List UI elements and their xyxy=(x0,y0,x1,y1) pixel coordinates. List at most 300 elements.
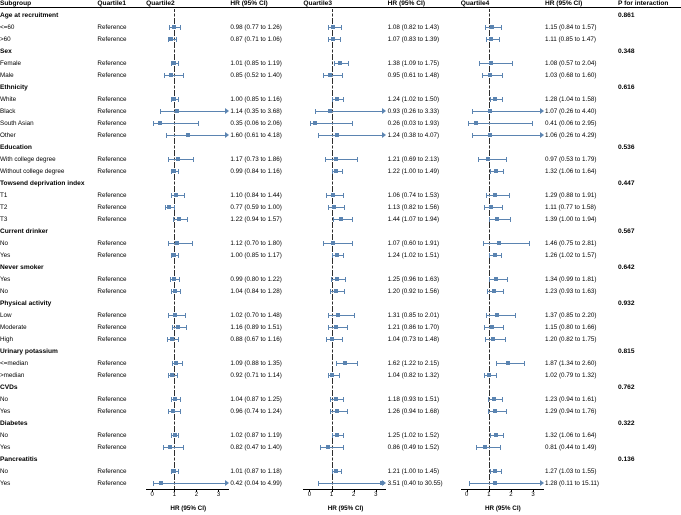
point-estimate-marker xyxy=(488,133,492,137)
quartile4-hr-text: 1.06 (0.26 to 4.29) xyxy=(544,131,597,139)
quartile2-plot-area xyxy=(146,33,229,45)
quartile3-plot-area xyxy=(303,129,386,141)
empty-cell xyxy=(230,141,303,153)
quartile2-plot-cell xyxy=(146,117,230,129)
subgroup-level-label: Moderate xyxy=(0,323,27,331)
empty-cell xyxy=(545,45,618,57)
point-estimate-marker xyxy=(174,361,178,365)
point-estimate-marker xyxy=(170,337,174,341)
quartile3-plot-cell xyxy=(303,21,387,33)
subgroup-level-label: With college degree xyxy=(0,155,56,163)
plot-area-empty xyxy=(303,381,386,393)
ci-cap-lower xyxy=(330,409,331,414)
plot-cell-empty xyxy=(461,225,545,237)
p-interaction-empty xyxy=(618,309,681,321)
ci-cap-lower xyxy=(328,313,329,318)
ci-cap-upper xyxy=(348,61,349,66)
quartile2-plot-cell xyxy=(146,369,230,381)
point-estimate-marker xyxy=(339,217,343,221)
ci-cap-lower xyxy=(165,205,166,210)
table-row xyxy=(0,357,681,369)
ci-cap-lower xyxy=(496,361,497,366)
point-estimate-marker xyxy=(490,325,494,329)
quartile3-hr-text: 1.13 (0.82 to 1.56) xyxy=(387,203,440,211)
ci-cap-lower xyxy=(485,337,486,342)
quartile2-plot-area xyxy=(146,333,229,345)
subgroup-level-label: No xyxy=(0,431,9,439)
reference-line xyxy=(489,177,490,189)
quartile2-axis-title: HR (95% CI) xyxy=(170,505,207,512)
ci-cap-upper xyxy=(186,325,187,330)
subgroup-name: Physical activity xyxy=(0,299,52,307)
ci-cap-upper xyxy=(503,289,504,294)
table-row xyxy=(0,333,681,345)
quartile3-plot-cell xyxy=(303,285,387,297)
empty-cell xyxy=(545,177,618,189)
quartile4-plot-area xyxy=(461,33,544,45)
reference-line xyxy=(489,45,490,57)
quartile4-hr-text: 1.11 (0.77 to 1.58) xyxy=(544,203,596,211)
quartile3-hr-text: 3.51 (0.40 to 30.55) xyxy=(387,479,443,487)
reference-line xyxy=(332,357,333,369)
quartile4-plot-cell xyxy=(461,105,545,117)
p-interaction-empty xyxy=(618,105,681,117)
plot-cell-empty xyxy=(461,345,545,357)
quartile4-plot-area xyxy=(461,105,544,117)
empty-cell xyxy=(545,9,618,21)
quartile2-hr-text: 1.02 (0.87 to 1.19) xyxy=(230,431,282,439)
table-header-row xyxy=(0,0,681,8)
ci-cap-lower xyxy=(487,289,488,294)
quartile3-plot-cell xyxy=(303,33,387,45)
quartile3-plot-cell xyxy=(303,369,387,381)
ci-cap-lower xyxy=(326,193,327,198)
empty-cell xyxy=(97,345,146,357)
quartile1-reference: Reference xyxy=(97,323,127,331)
header-subgroup: Subgroup xyxy=(0,0,32,7)
point-estimate-marker xyxy=(330,373,334,377)
quartile2-plot-cell xyxy=(146,165,230,177)
axis-tick-label: 0 xyxy=(465,492,469,498)
plot-area-empty xyxy=(146,9,229,21)
ci-cap-upper xyxy=(347,325,348,330)
quartile2-plot-area xyxy=(146,405,229,417)
subgroup-level-label: Black xyxy=(0,107,16,115)
ci-cap-upper xyxy=(183,445,184,450)
plot-area-empty xyxy=(461,261,544,273)
axis-tick-label: 2 xyxy=(351,492,356,498)
quartile3-plot-area xyxy=(303,477,386,489)
empty-cell xyxy=(545,225,618,237)
quartile3-plot-area xyxy=(303,333,386,345)
quartile4-hr-text: 0.97 (0.53 to 1.79) xyxy=(544,155,597,163)
ci-cap-lower xyxy=(488,409,489,414)
quartile2-hr-text: 0.35 (0.06 to 2.06) xyxy=(230,119,282,127)
point-estimate-marker xyxy=(334,397,338,401)
point-estimate-marker xyxy=(173,313,177,317)
quartile3-hr-text: 0.93 (0.26 to 3.33) xyxy=(387,107,440,115)
ci-cap-lower xyxy=(476,445,477,450)
p-interaction-empty xyxy=(618,69,681,81)
plot-cell-empty xyxy=(303,381,387,393)
p-interaction-value: 0.932 xyxy=(618,299,635,307)
confidence-interval-line xyxy=(323,243,352,244)
plot-cell-empty xyxy=(303,9,387,21)
ci-cap-upper xyxy=(343,193,344,198)
reference-line xyxy=(174,453,175,465)
quartile4-plot-cell xyxy=(461,117,545,129)
quartile3-plot-area xyxy=(303,153,386,165)
point-estimate-marker xyxy=(494,169,498,173)
reference-line xyxy=(174,345,175,357)
quartile2-plot-cell xyxy=(146,357,230,369)
quartile3-plot-cell xyxy=(303,441,387,453)
quartile1-reference: Reference xyxy=(97,131,127,139)
subgroup-level-label: >median xyxy=(0,371,25,379)
quartile4-hr-text: 1.39 (1.00 to 1.94) xyxy=(544,215,597,223)
empty-cell xyxy=(230,81,303,93)
quartile4-hr-text: 1.37 (0.85 to 2.20) xyxy=(544,311,597,319)
ci-arrow-upper xyxy=(540,132,544,138)
quartile4-hr-text: 1.03 (0.68 to 1.60) xyxy=(544,71,597,79)
quartile2-hr-text: 0.82 (0.47 to 1.40) xyxy=(230,443,282,451)
ci-cap-lower xyxy=(171,289,172,294)
quartile3-plot-area xyxy=(303,93,386,105)
subgroup-level-label: High xyxy=(0,335,13,343)
point-estimate-marker xyxy=(168,445,172,449)
confidence-interval-line xyxy=(496,363,524,364)
point-estimate-marker xyxy=(335,409,339,413)
quartile3-hr-text: 1.21 (1.00 to 1.45) xyxy=(387,467,440,475)
p-interaction-empty xyxy=(618,393,681,405)
subgroup-level-label: Yes xyxy=(0,251,11,259)
quartile4-plot-cell xyxy=(461,249,545,261)
ci-cap-upper xyxy=(344,289,345,294)
subgroup-name: Education xyxy=(0,143,32,151)
p-interaction-value: 0.567 xyxy=(618,227,635,235)
quartile2-plot-area xyxy=(146,129,229,141)
header-quartile4: Quartile4 xyxy=(460,0,490,7)
table-row xyxy=(0,57,681,69)
empty-cell xyxy=(97,381,146,393)
table-row xyxy=(0,105,681,117)
ci-cap-upper xyxy=(342,169,343,174)
table-row xyxy=(0,213,681,225)
quartile4-plot-cell xyxy=(461,441,545,453)
quartile4-hr-text: 1.32 (1.06 to 1.64) xyxy=(544,167,597,175)
quartile1-reference: Reference xyxy=(97,479,127,487)
p-interaction-empty xyxy=(618,21,681,33)
quartile2-hr-text: 0.99 (0.84 to 1.16) xyxy=(230,167,282,175)
point-estimate-marker xyxy=(172,97,176,101)
empty-cell xyxy=(388,261,461,273)
ci-cap-upper xyxy=(343,445,344,450)
empty-cell xyxy=(97,45,146,57)
plot-cell-empty xyxy=(461,261,545,273)
empty-cell xyxy=(388,453,461,465)
quartile3-plot-area xyxy=(303,165,386,177)
ci-cap-lower xyxy=(168,373,169,378)
quartile1-reference: Reference xyxy=(97,35,127,43)
confidence-interval-line xyxy=(168,159,193,160)
plot-cell-empty xyxy=(461,177,545,189)
quartile4-hr-text: 1.32 (1.06 to 1.64) xyxy=(544,431,597,439)
quartile3-plot-cell xyxy=(303,477,387,489)
quartile3-plot-cell xyxy=(303,105,387,117)
confidence-interval-line xyxy=(472,111,539,112)
subgroup-level-label: Yes xyxy=(0,443,11,451)
subgroup-header-row xyxy=(0,261,681,273)
quartile3-plot-cell xyxy=(303,69,387,81)
quartile4-hr-text: 1.27 (1.03 to 1.55) xyxy=(544,467,597,475)
p-interaction-empty xyxy=(618,57,681,69)
quartile4-plot-cell xyxy=(461,321,545,333)
empty-cell xyxy=(97,297,146,309)
quartile3-hr-text: 1.24 (0.38 to 4.07) xyxy=(387,131,440,139)
reference-line xyxy=(174,225,175,237)
plot-cell-empty xyxy=(303,345,387,357)
quartile3-plot-cell xyxy=(303,189,387,201)
ci-cap-upper xyxy=(502,97,503,102)
quartile2-hr-text: 0.87 (0.71 to 1.06) xyxy=(230,35,282,43)
point-estimate-marker xyxy=(343,361,347,365)
subgroup-level-label: Low xyxy=(0,311,12,319)
axis-line xyxy=(303,489,386,490)
ci-cap-lower xyxy=(323,73,324,78)
point-estimate-marker xyxy=(488,73,492,77)
quartile2-plot-cell xyxy=(146,273,230,285)
reference-line xyxy=(332,57,333,69)
quartile2-plot-cell xyxy=(146,309,230,321)
quartile1-reference: Reference xyxy=(97,395,127,403)
axis-line xyxy=(146,489,229,490)
ci-cap-lower xyxy=(490,169,491,174)
quartile3-plot-area xyxy=(303,117,386,129)
quartile4-plot-area xyxy=(461,93,544,105)
ci-cap-lower xyxy=(153,121,154,126)
axis-tick-label: 1 xyxy=(172,492,176,498)
quartile2-hr-text: 1.02 (0.70 to 1.48) xyxy=(230,311,282,319)
subgroup-name: Diabetes xyxy=(0,419,28,427)
plot-area-empty xyxy=(303,453,386,465)
plot-cell-empty xyxy=(146,81,230,93)
table-row xyxy=(0,33,681,45)
ci-cap-lower xyxy=(483,241,484,246)
point-estimate-marker xyxy=(176,157,180,161)
subgroup-name: Age at recruitment xyxy=(0,11,59,19)
quartile2-plot-area xyxy=(146,153,229,165)
subgroup-header-row xyxy=(0,141,681,153)
quartile2-plot-cell xyxy=(146,429,230,441)
subgroup-header-row xyxy=(0,453,681,465)
subgroup-name: Pancreatitis xyxy=(0,455,38,463)
ci-cap-lower xyxy=(468,121,469,126)
quartile4-hr-text: 1.11 (0.85 to 1.47) xyxy=(544,35,596,43)
quartile2-plot-cell xyxy=(146,33,230,45)
plot-cell-empty xyxy=(146,45,230,57)
quartile4-axis xyxy=(461,489,545,505)
ci-arrow-upper xyxy=(225,132,229,138)
reference-line xyxy=(489,381,490,393)
quartile3-plot-area xyxy=(303,405,386,417)
point-estimate-marker xyxy=(328,73,332,77)
ci-cap-upper xyxy=(178,253,179,258)
ci-cap-lower xyxy=(336,361,337,366)
table-row xyxy=(0,321,681,333)
reference-line xyxy=(489,261,490,273)
ci-cap-upper xyxy=(499,37,500,42)
empty-cell xyxy=(230,381,303,393)
subgroup-level-label: South Asian xyxy=(0,119,34,127)
plot-cell-empty xyxy=(303,261,387,273)
axis-spacer-6 xyxy=(618,489,681,505)
quartile3-hr-text: 1.22 (1.00 to 1.49) xyxy=(387,167,440,175)
confidence-interval-line xyxy=(479,63,512,64)
ci-cap-lower xyxy=(318,133,319,138)
quartile3-plot-area xyxy=(303,105,386,117)
quartile4-hr-text: 1.02 (0.79 to 1.32) xyxy=(544,371,597,379)
plot-cell-empty xyxy=(303,417,387,429)
quartile2-plot-area xyxy=(146,165,229,177)
quartile4-plot-area xyxy=(461,189,544,201)
quartile4-plot-area xyxy=(461,273,544,285)
table-row xyxy=(0,237,681,249)
quartile3-hr-text: 1.18 (0.93 to 1.51) xyxy=(387,395,440,403)
point-estimate-marker xyxy=(495,217,499,221)
subgroup-level-label: No xyxy=(0,287,9,295)
point-estimate-marker xyxy=(171,409,175,413)
ci-cap-upper xyxy=(176,37,177,42)
point-estimate-marker xyxy=(493,97,497,101)
ci-cap-upper xyxy=(178,337,179,342)
quartile1-reference: Reference xyxy=(97,215,127,223)
quartile3-plot-cell xyxy=(303,309,387,321)
quartile1-reference: Reference xyxy=(97,167,127,175)
reference-line xyxy=(332,381,333,393)
header-p-interaction: P for interaction xyxy=(618,0,669,7)
quartile3-plot-cell xyxy=(303,57,387,69)
reference-line xyxy=(174,381,175,393)
ci-cap-lower xyxy=(486,313,487,318)
confidence-interval-line xyxy=(164,75,183,76)
p-interaction-empty xyxy=(618,93,681,105)
quartile2-plot-cell xyxy=(146,153,230,165)
plot-area-empty xyxy=(303,9,386,21)
plot-cell-empty xyxy=(146,297,230,309)
empty-cell xyxy=(388,297,461,309)
ci-cap-lower xyxy=(472,109,473,114)
plot-cell-empty xyxy=(146,9,230,21)
plot-area-empty xyxy=(303,45,386,57)
axis-tick-label: 3 xyxy=(216,492,221,498)
point-estimate-marker xyxy=(334,289,338,293)
quartile1-reference: Reference xyxy=(97,275,127,283)
quartile3-hr-text: 1.07 (0.60 to 1.91) xyxy=(387,239,440,247)
plot-area-empty xyxy=(303,177,386,189)
quartile4-plot-area xyxy=(461,201,544,213)
point-estimate-marker xyxy=(173,397,177,401)
plot-area-empty xyxy=(146,453,229,465)
empty-cell xyxy=(545,297,618,309)
table-row xyxy=(0,69,681,81)
plot-cell-empty xyxy=(303,81,387,93)
ci-cap-lower xyxy=(166,133,167,138)
point-estimate-marker xyxy=(331,37,335,41)
axis-title-row xyxy=(0,505,681,512)
quartile2-plot-cell xyxy=(146,321,230,333)
plot-cell-empty xyxy=(461,9,545,21)
confidence-interval-line xyxy=(315,111,382,112)
p-interaction-empty xyxy=(618,441,681,453)
point-estimate-marker xyxy=(186,133,190,137)
p-interaction-empty xyxy=(618,201,681,213)
ci-cap-lower xyxy=(484,325,485,330)
quartile2-plot-area xyxy=(146,429,229,441)
plot-area-empty xyxy=(303,345,386,357)
quartile3-hr-text: 1.31 (0.85 to 2.01) xyxy=(387,311,440,319)
point-estimate-marker xyxy=(490,25,494,29)
ci-cap-upper xyxy=(500,445,501,450)
quartile3-hr-text: 0.86 (0.49 to 1.52) xyxy=(387,443,440,451)
empty-cell xyxy=(97,453,146,465)
ci-cap-upper xyxy=(192,241,193,246)
point-estimate-marker xyxy=(335,277,339,281)
empty-cell xyxy=(97,141,146,153)
ci-cap-upper xyxy=(505,337,506,342)
quartile2-hr-text: 0.88 (0.67 to 1.16) xyxy=(230,335,282,343)
quartile1-reference: Reference xyxy=(97,371,127,379)
p-interaction-empty xyxy=(618,429,681,441)
reference-line xyxy=(174,45,175,57)
table-row xyxy=(0,369,681,381)
quartile2-hr-text: 1.60 (0.61 to 4.18) xyxy=(230,131,282,139)
empty-cell xyxy=(230,177,303,189)
quartile4-plot-area xyxy=(461,357,544,369)
title-spacer-1 xyxy=(0,505,97,512)
empty-cell xyxy=(388,381,461,393)
plot-cell-empty xyxy=(303,225,387,237)
subgroup-header-row xyxy=(0,45,681,57)
header-quartile1: Quartile1 xyxy=(97,0,127,7)
ci-cap-upper xyxy=(185,313,186,318)
p-interaction-empty xyxy=(618,129,681,141)
point-estimate-marker xyxy=(336,313,340,317)
plot-area-empty xyxy=(146,141,229,153)
ci-arrow-upper xyxy=(540,108,544,114)
ci-cap-lower xyxy=(164,73,165,78)
quartile3-plot-cell xyxy=(303,357,387,369)
quartile2-hr-text: 1.09 (0.88 to 1.35) xyxy=(230,359,282,367)
quartile4-hr-text: 1.15 (0.80 to 1.66) xyxy=(544,323,597,331)
axis-tick-label: 2 xyxy=(509,492,513,498)
p-interaction-empty xyxy=(618,321,681,333)
subgroup-header-row xyxy=(0,81,681,93)
ci-cap-lower xyxy=(326,337,327,342)
ci-cap-upper xyxy=(343,97,344,102)
quartile3-plot-cell xyxy=(303,129,387,141)
point-estimate-marker xyxy=(380,481,384,485)
table-row xyxy=(0,129,681,141)
quartile2-plot-cell xyxy=(146,333,230,345)
ci-cap-upper xyxy=(178,61,179,66)
quartile4-plot-area xyxy=(461,405,544,417)
reference-line xyxy=(174,81,175,93)
quartile3-plot-area xyxy=(303,429,386,441)
reference-line xyxy=(174,141,175,153)
plot-area-empty xyxy=(303,225,386,237)
p-interaction-empty xyxy=(618,165,681,177)
ci-cap-upper xyxy=(357,157,358,162)
